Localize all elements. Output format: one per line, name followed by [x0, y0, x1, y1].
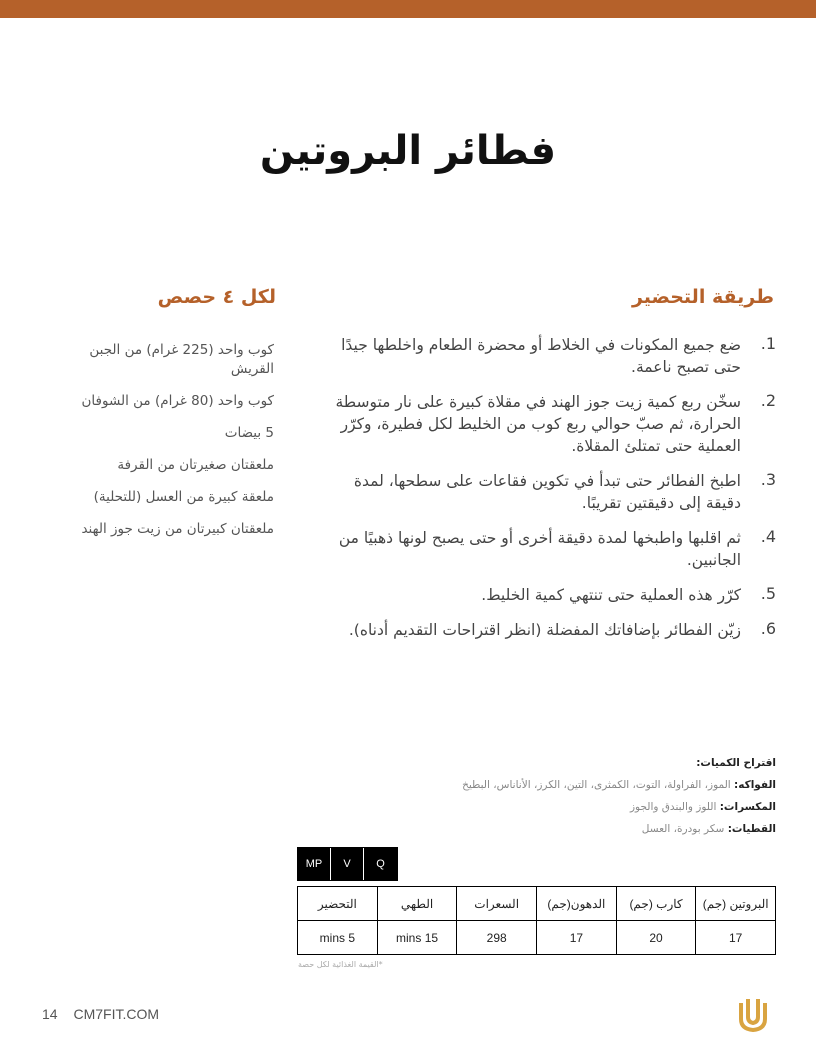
- method-step: [331, 470, 776, 514]
- step-number: 5.: [760, 584, 776, 603]
- step-text: اطبخ الفطائر حتى تبدأ في تكوين فقاعات على سطحها، لمدة دقيقة إلى دقيقتين تقريبًا.: [353, 472, 741, 512]
- ingredient-item: كوب واحد (80 غرام) من الشوفان: [81, 393, 274, 409]
- suggestion-fruits: الفواكه: الموز، الفراولة، التوت، الكمثرى، التين، الكرز، الأناناس، البطيخ: [462, 779, 776, 791]
- brand-logo-icon: [733, 995, 773, 1033]
- diet-tags: [297, 847, 398, 881]
- ingredient-item: 5 بيضات: [224, 425, 274, 441]
- method-step: [331, 619, 776, 641]
- nutrition-value: 20: [616, 921, 696, 955]
- ingredient-list: [44, 341, 274, 552]
- step-text: سخّن ربع كمية زيت جوز الهند في مقلاة كبيرة على نار متوسطة الحرارة، ثم صبّ حوالي ربع كوب من الخليط لكل فطيرة، وكرّر العملية حتى تمتلئ المقلاة.: [335, 393, 741, 455]
- tag-vegetarian: V: [331, 848, 364, 880]
- nutrition-header-row: [298, 887, 776, 921]
- nutrition-value: 298: [457, 921, 537, 955]
- nutrition-value: 15 mins: [377, 921, 457, 955]
- nutrition-footnote: *القيمة الغذائية لكل حصة: [298, 960, 383, 969]
- nutrition-table: [297, 886, 776, 955]
- nutrition-value-row: [298, 921, 776, 955]
- nutrition-value: 17: [537, 921, 617, 955]
- nutrition-header: التحضير: [298, 887, 378, 921]
- step-text: ضع جميع المكونات في الخلاط أو محضرة الطعام واخلطها جيدًا حتى تصبح ناعمة.: [341, 336, 741, 376]
- page-number: 14: [42, 1006, 58, 1022]
- method-step: [331, 584, 776, 606]
- step-number: 1.: [760, 334, 776, 353]
- method-heading: طريقة التحضير: [631, 286, 774, 308]
- page-title: فطائر البروتين: [259, 128, 557, 174]
- suggestion-toppings: القطيات: سكر بودرة، العسل: [641, 823, 776, 835]
- nutrition-header: كارب (جم): [616, 887, 696, 921]
- nutrition-header: الدهون(جم): [537, 887, 617, 921]
- method-step: [331, 334, 776, 378]
- method-step: [331, 527, 776, 571]
- step-number: 2.: [760, 391, 776, 410]
- nutrition-header: السعرات: [457, 887, 537, 921]
- step-text: ثم اقلبها واطبخها لمدة دقيقة أخرى أو حتى يصبح لونها ذهبيًا من الجانبين.: [338, 529, 741, 569]
- step-number: 3.: [760, 470, 776, 489]
- serves-heading: لكل ٤ حصص: [157, 286, 276, 308]
- ingredient-item: ملعقة كبيرة من العسل (للتحلية): [93, 489, 274, 505]
- method-steps: [331, 334, 776, 654]
- suggestion-nuts: المكسرات: اللوز والبندق والجوز: [629, 801, 776, 813]
- tag-meal-prep: MP: [298, 848, 331, 880]
- nutrition-value: 5 mins: [298, 921, 378, 955]
- serving-suggestions: [216, 752, 776, 840]
- nutrition-header: الطهي: [377, 887, 457, 921]
- page-footer: [42, 1006, 159, 1022]
- nutrition-header: البروتين (جم): [696, 887, 776, 921]
- method-step: [331, 391, 776, 457]
- step-text: كرّر هذه العملية حتى تنتهي كمية الخليط.: [481, 586, 741, 604]
- top-accent-bar: [0, 0, 816, 18]
- step-number: 4.: [760, 527, 776, 546]
- ingredient-item: ملعقتان صغيرتان من القرفة: [117, 457, 274, 473]
- site-url: CM7FIT.COM: [73, 1006, 160, 1022]
- ingredient-item: ملعقتان كبيرتان من زيت جوز الهند: [81, 521, 274, 537]
- nutrition-value: 17: [696, 921, 776, 955]
- step-number: 6.: [760, 619, 776, 638]
- ingredient-item: كوب واحد (225 غرام) من الجبن القريش: [89, 342, 274, 377]
- tag-quick: Q: [364, 848, 397, 880]
- suggestions-heading: اقتراح الكميات:: [696, 757, 776, 769]
- step-text: زيّن الفطائر بإضافاتك المفضلة (انظر اقتراحات التقديم أدناه).: [348, 621, 741, 639]
